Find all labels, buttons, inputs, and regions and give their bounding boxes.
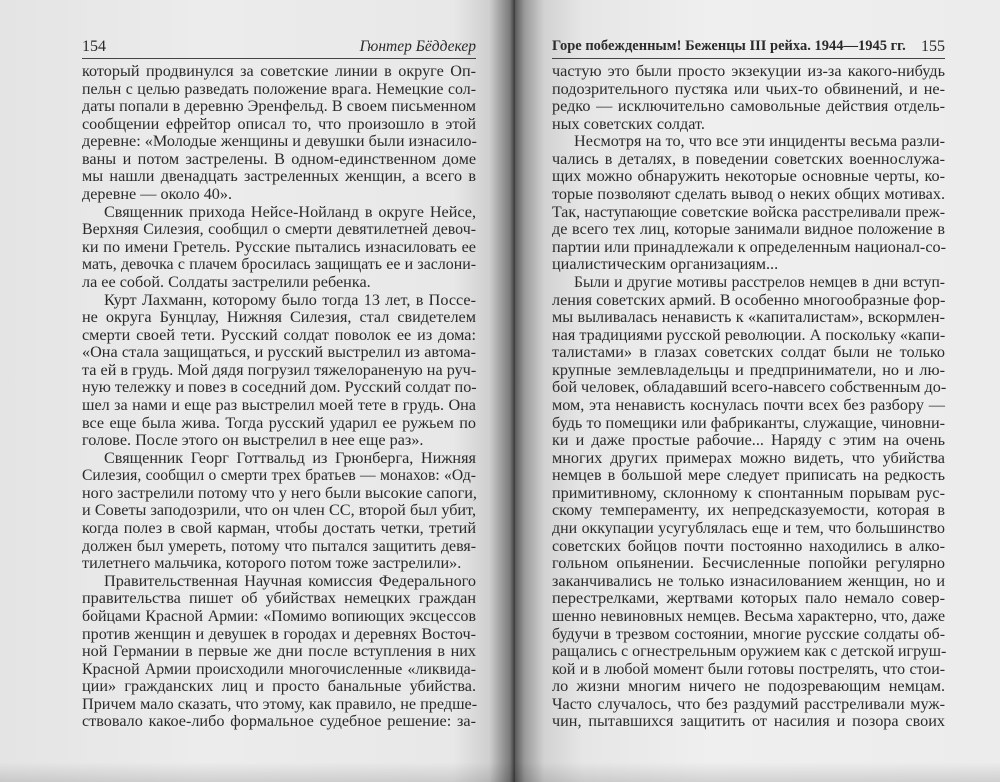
text-line: мы нашли двенадцать застреленных женщин, а всего в <box>82 167 476 186</box>
text-line: ла ее собой. Солдаты застрелили ребенка. <box>82 272 371 291</box>
text-line: ного застрелили потому что у него были высокие сапоги, <box>82 483 477 502</box>
text-line: партии или принадлежали к определенным национал-со- <box>552 237 946 256</box>
text-line: талистами» в глазах советских солдат были не только <box>552 343 945 362</box>
text-line: заканчивались не только изнасилованием женщин, но и <box>552 571 945 590</box>
text-line: щих можно обнаружить некоторые основные черты, ко- <box>552 167 945 186</box>
text-line: даты попали в деревню Эренфельд. В своем письменном <box>82 97 476 116</box>
text-line: Правительственная Научная комиссия Федерального <box>104 571 476 590</box>
text-line: гольном опьянении. Бесчисленные попойки регулярно <box>552 554 945 573</box>
text-line: должен был умереть, потому что пытался защитить девя- <box>82 537 476 555</box>
text-line: голове. После этого он выстрелил в нее еще раз». <box>82 431 424 450</box>
text-line: все еще была жива. Тогда русский ударил ее ружьем по <box>82 413 476 432</box>
page-shadow <box>515 762 1000 782</box>
text-line: шенно невиновных немцев. Весьма характерно, что, даже <box>552 607 945 625</box>
text-line: мом, эта ненависть коснулась почти всех без разбору — <box>552 395 945 414</box>
text-line: и Советы заподозрили, что он член СС, второй был убит, <box>82 501 476 520</box>
text-line: ции» гражданских лиц и просто банальные убийства. <box>82 677 476 696</box>
right-page <box>515 0 1000 782</box>
text-line: деревне: «Молодые женщины и девушки были изнасило- <box>82 132 477 151</box>
text-line: Так, наступающие советские войска расстреливали преж- <box>552 203 945 221</box>
text-line: ная традициями русской революции. А поскольку «капи- <box>552 325 946 344</box>
text-line: Курт Лахманн, которому было тогда 13 лет, в Поссе- <box>104 290 476 309</box>
text-line: скому темпераменту, их непредсказуемости, которая в <box>552 501 945 520</box>
text-line: ло жизни многим ничего не подозревающим немцам. <box>552 677 945 696</box>
text-line: ных советских солдат. <box>552 114 705 133</box>
text-line: перестрелками, жертвами которых пало немало совер- <box>552 589 945 608</box>
text-line: примитивному, склонному к спонтанным порывам рус- <box>552 483 945 502</box>
text-line: торые позволяют сделать вывод о неких общих мотивах. <box>552 185 945 204</box>
text-line: ваны и потом застрелены. В одном-единственном доме <box>82 149 476 168</box>
text-line: ки и даже простые рабочие... Наряду с этим на очень <box>552 431 945 450</box>
text-line: частую это были просто экзекуции из-за какого-нибудь <box>552 62 945 80</box>
text-line: советских бойцов почти постоянно находились в алко- <box>552 536 945 555</box>
text-line: ращались с огнестрельным оружием как с детской игруш- <box>552 643 947 661</box>
text-line: Красной Армии происходили многочисленные «ликвида- <box>82 660 476 678</box>
text-line: ления советских армий. В особенно многообразные фор- <box>552 290 946 309</box>
text-line: смерти своей тети. Русский солдат поволок ее из дома: <box>82 325 476 344</box>
text-line: Часто случалось, что без раздумий расстреливали муж- <box>552 694 945 713</box>
text-line: бойцами Красной Армии: «Помимо вопиющих эксцессов <box>82 607 476 625</box>
text-line: многих других примерах можно видеть, что убийства <box>552 448 945 467</box>
text-line: Священник Георг Готтвальд из Грюнберга, Нижняя <box>104 448 476 467</box>
running-head-author: Гюнтер Бёддекер <box>359 38 476 55</box>
text-line: ную тележку и повез в соседний дом. Русский солдат по- <box>82 378 477 397</box>
text-line: против женщин и девушек в городах и деревнях Восточ- <box>82 624 476 643</box>
text-line: бой человек, обладавший всего-навсего собственным до- <box>552 378 947 397</box>
text-line: та ей в грудь. Мой дядя погрузил тяжелораненую на руч- <box>82 360 477 379</box>
text-line: циалистическим организациям... <box>552 255 779 274</box>
page-header <box>552 36 945 59</box>
text-line: будучи в трезвом состоянии, многие русские солдаты об- <box>552 625 945 643</box>
text-line: де всего тех лиц, которые занимали видное положение в <box>552 220 945 239</box>
text-line: крупные землевладельцы и предприниматели, но и лю- <box>552 360 945 379</box>
text-line: ки по имени Гретель. Русские пытались изнасиловать ее <box>82 237 476 256</box>
text-line: когда полез в свой карман, чтобы достать четки, третий <box>82 519 476 538</box>
page-body-text <box>552 63 945 731</box>
text-line: ствовало какое-либо формальное судебное решение: за- <box>82 712 476 731</box>
text-line: Несмотря на то, что все эти инциденты весьма разли- <box>574 132 945 151</box>
text-line: Были и другие мотивы расстрелов немцев в дни вступ- <box>574 273 945 291</box>
text-line: правительства пишет об убийствах немецких граждан <box>82 589 476 608</box>
text-line: будь то помещики или фабриканты, служащие, чиновни- <box>552 413 945 432</box>
text-line: сообщении ефрейтор описал то, что произошло в этой <box>82 114 476 133</box>
text-line: чин, пытавшихся защитить от насилия и позора своих <box>552 712 945 731</box>
text-line: ной Германии в первые же дни после вступления в них <box>82 642 476 661</box>
text-line: мы выливалась ненависть к «капиталистам», вскормлен- <box>552 308 945 327</box>
text-line: не округа Бунцлау, Нижняя Силезия, стал свидетелем <box>82 308 476 327</box>
text-line: мать, девочка с плачем бросилась защищать ее и заслони- <box>82 256 476 274</box>
page-number: 155 <box>921 38 945 55</box>
text-line: редко — исключительно самовольные действия отдель- <box>552 97 945 116</box>
text-line: деревне — около 40». <box>82 185 233 204</box>
text-line: подозрительного пустяка или чьих-то обвинений, и не- <box>552 79 945 98</box>
text-line: тилетнего мальчика, которого потом тоже застрелили». <box>82 554 462 573</box>
page-shadow <box>0 762 515 782</box>
text-line: Силезия, сообщил о смерти трех братьев — монахов: «Од- <box>82 467 476 485</box>
text-line: кой и в любой момент были готовы пострелять, что стои- <box>552 660 945 678</box>
text-line: Верхняя Силезия, сообщил о смерти девятилетней девоч- <box>82 221 476 239</box>
text-line: Причем мало сказать, что этому, как правило, не предше- <box>82 694 478 713</box>
text-line: чались в деталях, в поведении советских военнослужа- <box>552 149 945 168</box>
text-line: дни оккупации усугублялась еще и тем, что большинство <box>552 520 945 538</box>
text-line: пельн с целью разведать положение врага. Немецкие сол- <box>82 80 476 98</box>
text-line: который продвинулся за советские линии в округе Оп- <box>82 62 476 80</box>
page-number: 154 <box>82 38 106 55</box>
text-line: немцев в большой мере следует приписать на редкость <box>552 466 945 485</box>
text-line: «Она стала защищаться, и русский выстрелил из автома- <box>82 343 476 362</box>
page-header <box>82 36 476 59</box>
text-line: Священник прихода Нейсе-Нойланд в округе Нейсе, <box>104 202 476 221</box>
text-line: шел за нами и еще раз выстрелил моей тете в грудь. Она <box>82 395 476 414</box>
page-body-text <box>82 63 476 731</box>
running-head-title: Горе побежденным! Беженцы III рейха. 1944—1945 гг. <box>552 38 906 54</box>
